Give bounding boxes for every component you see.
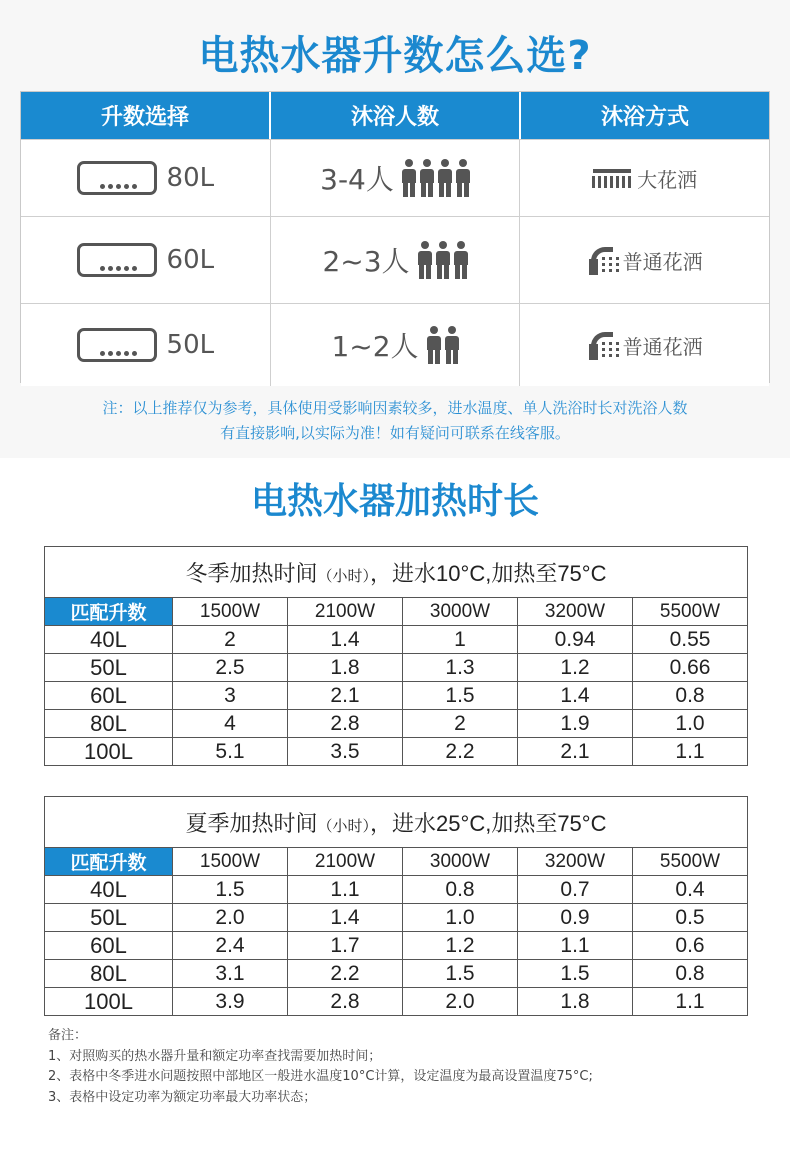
table-row (45, 654, 748, 682)
heating-time-cell: 2 (173, 626, 288, 654)
choice-table-header (21, 92, 769, 139)
people-cell (271, 140, 521, 216)
page-title: 电热水器升数怎么选? (198, 33, 592, 79)
heating-time-cell: 0.6 (633, 932, 748, 960)
capacity-row-label: 80L (45, 710, 173, 738)
power-header: 2100W (288, 848, 403, 876)
heating-time-cell: 1.4 (288, 626, 403, 654)
remark-item: 2、表格中冬季进水问题按照中部地区一般进水温度10°C计算，设定温度为最高设置温度75°C; (48, 1069, 593, 1084)
note-line: 注：以上推荐仅为参考，具体使用受影响因素较多，进水温度、单人洗浴时长对洗浴人数 (102, 399, 688, 417)
remark-item: 3、表格中设定功率为额定功率最大功率状态； (48, 1089, 317, 1105)
capacity-row-label: 60L (45, 932, 173, 960)
heating-time-cell: 0.4 (633, 876, 748, 904)
table-row (45, 932, 748, 960)
table-header-row (45, 848, 748, 876)
capacity-row-label: 80L (45, 960, 173, 988)
heating-time-cell: 2.2 (288, 960, 403, 988)
heating-time-cell: 0.8 (633, 682, 748, 710)
capacity-column-header: 匹配升数 (45, 848, 173, 876)
caption-season: 冬季加热时间 (185, 560, 318, 586)
heater-dots (100, 351, 137, 356)
rain-shower-icon (592, 169, 631, 188)
capacity-row-label: 100L (45, 988, 173, 1016)
heating-title: 电热水器加热时长 (250, 481, 539, 522)
heating-time-cell: 1.0 (403, 904, 518, 932)
heating-time-cell: 2.1 (518, 738, 633, 766)
heating-time-cell: 1.5 (403, 682, 518, 710)
water-heater-icon (77, 161, 157, 195)
table-row (45, 738, 748, 766)
heating-time-cell: 3.1 (173, 960, 288, 988)
person-icon (445, 326, 459, 364)
person-icons (402, 159, 470, 197)
heating-time-cell: 0.8 (403, 876, 518, 904)
capacity-label: 50L (166, 330, 215, 360)
capacity-row-label: 50L (45, 904, 173, 932)
table-row (45, 876, 748, 904)
capacity-row-label: 50L (45, 654, 173, 682)
power-header: 5500W (633, 598, 748, 626)
caption-condition: ，进水25°C,加热至75°C (370, 810, 607, 836)
table-caption-row (45, 797, 748, 848)
header-people: 沐浴人数 (271, 92, 521, 139)
shower-cell (520, 217, 769, 303)
heating-time-cell: 2.0 (173, 904, 288, 932)
heating-time-cell: 1.8 (288, 654, 403, 682)
table-row (45, 988, 748, 1016)
person-icon (418, 241, 432, 279)
heating-time-cell: 2.4 (173, 932, 288, 960)
power-header: 1500W (173, 848, 288, 876)
table-row (45, 682, 748, 710)
heating-time-cell: 2.1 (288, 682, 403, 710)
header-shower: 沐浴方式 (600, 105, 689, 130)
capacity-cell (21, 140, 271, 216)
person-icon (438, 159, 452, 197)
heating-time-cell: 1.7 (288, 932, 403, 960)
heating-time-cell: 3 (173, 682, 288, 710)
header-capacity: 升数选择 (21, 92, 271, 139)
table-header-row (45, 598, 748, 626)
heating-time-cell: 2 (403, 710, 518, 738)
heating-time-cell: 0.8 (633, 960, 748, 988)
power-header: 3000W (403, 598, 518, 626)
heating-time-cell: 0.94 (518, 626, 633, 654)
table-caption (45, 797, 748, 848)
heating-time-cell: 0.66 (633, 654, 748, 682)
heating-time-cell: 1.5 (173, 876, 288, 904)
heating-time-cell: 5.1 (173, 738, 288, 766)
person-icon (436, 241, 450, 279)
shower-label: 普通花洒 (622, 249, 703, 274)
winter-heating-table (44, 546, 748, 766)
person-icon (454, 241, 468, 279)
capacity-choice-table (20, 91, 770, 383)
shower-cell (520, 304, 769, 386)
heating-time-cell: 0.9 (518, 904, 633, 932)
choice-row (21, 216, 769, 303)
person-icon (427, 326, 441, 364)
capacity-cell (21, 304, 271, 386)
table-caption-row (45, 547, 748, 598)
caption-condition: ，进水10°C,加热至75°C (370, 560, 607, 586)
power-header: 2100W (288, 598, 403, 626)
capacity-row-label: 100L (45, 738, 173, 766)
heating-time-cell: 1.4 (288, 904, 403, 932)
people-cell (271, 217, 521, 303)
caption-unit: （小时） (317, 817, 371, 835)
capacity-section (0, 0, 790, 458)
heating-time-cell: 1 (403, 626, 518, 654)
power-header: 3200W (518, 848, 633, 876)
heating-time-cell: 2.8 (288, 988, 403, 1016)
person-icons (418, 241, 468, 279)
heating-time-cell: 1.3 (403, 654, 518, 682)
hand-shower-icon (587, 245, 617, 275)
choice-table-body (21, 139, 769, 386)
table-row (45, 904, 748, 932)
power-header: 3000W (403, 848, 518, 876)
person-icons (427, 326, 459, 364)
summer-heating-table (44, 796, 748, 1016)
capacity-row-label: 40L (45, 626, 173, 654)
heating-time-cell: 1.5 (403, 960, 518, 988)
remarks-heading: 备注： (48, 1028, 88, 1043)
note-line: 有直接影响,以实际为准！如有疑问可联系在线客服。 (220, 424, 570, 442)
hand-shower-icon (587, 330, 617, 360)
people-label: 1~2人 (331, 330, 419, 363)
caption-unit: （小时） (317, 567, 371, 585)
capacity-label: 60L (166, 245, 215, 275)
heating-time-cell: 1.5 (518, 960, 633, 988)
heater-dots (100, 266, 137, 271)
remarks (48, 1026, 778, 1108)
people-label: 2~3人 (322, 245, 410, 278)
choice-row (21, 139, 769, 216)
table-row (45, 710, 748, 738)
shower-cell (520, 140, 769, 216)
heating-time-cell: 1.1 (633, 738, 748, 766)
heating-time-cell: 1.8 (518, 988, 633, 1016)
person-icon (402, 159, 416, 197)
capacity-row-label: 40L (45, 876, 173, 904)
heating-time-cell: 2.8 (288, 710, 403, 738)
water-heater-icon (77, 243, 157, 277)
people-label: 3-4人 (320, 163, 394, 196)
recommendation-note (20, 396, 770, 446)
heating-time-cell: 0.5 (633, 904, 748, 932)
heating-time-cell: 1.2 (518, 654, 633, 682)
choice-row (21, 303, 769, 386)
heating-time-cell: 0.55 (633, 626, 748, 654)
heating-time-cell: 1.1 (288, 876, 403, 904)
heating-time-cell: 1.0 (633, 710, 748, 738)
heating-time-cell: 1.4 (518, 682, 633, 710)
table-row (45, 626, 748, 654)
heating-time-cell: 3.5 (288, 738, 403, 766)
power-header: 1500W (173, 598, 288, 626)
table-row (45, 960, 748, 988)
power-header: 5500W (633, 848, 748, 876)
heating-time-cell: 1.1 (518, 932, 633, 960)
heating-time-cell: 2.5 (173, 654, 288, 682)
person-icon (456, 159, 470, 197)
person-icon (420, 159, 434, 197)
heating-time-cell: 1.1 (633, 988, 748, 1016)
heating-time-cell: 3.9 (173, 988, 288, 1016)
capacity-row-label: 60L (45, 682, 173, 710)
caption-season: 夏季加热时间 (185, 810, 318, 836)
heating-time-cell: 2.0 (403, 988, 518, 1016)
capacity-label: 80L (166, 163, 215, 193)
remark-item: 1、对照购买的热水器升量和额定功率查找需要加热时间； (48, 1048, 382, 1064)
people-cell (271, 304, 521, 386)
heating-time-cell: 1.2 (403, 932, 518, 960)
heating-time-cell: 2.2 (403, 738, 518, 766)
heating-time-cell: 4 (173, 710, 288, 738)
table-caption (45, 547, 748, 598)
shower-label: 大花洒 (637, 167, 698, 192)
water-heater-icon (77, 328, 157, 362)
capacity-cell (21, 217, 271, 303)
capacity-column-header: 匹配升数 (45, 598, 173, 626)
heating-time-cell: 1.9 (518, 710, 633, 738)
power-header: 3200W (518, 598, 633, 626)
heater-dots (100, 184, 137, 189)
heating-time-cell: 0.7 (518, 876, 633, 904)
shower-label: 普通花洒 (622, 334, 703, 359)
